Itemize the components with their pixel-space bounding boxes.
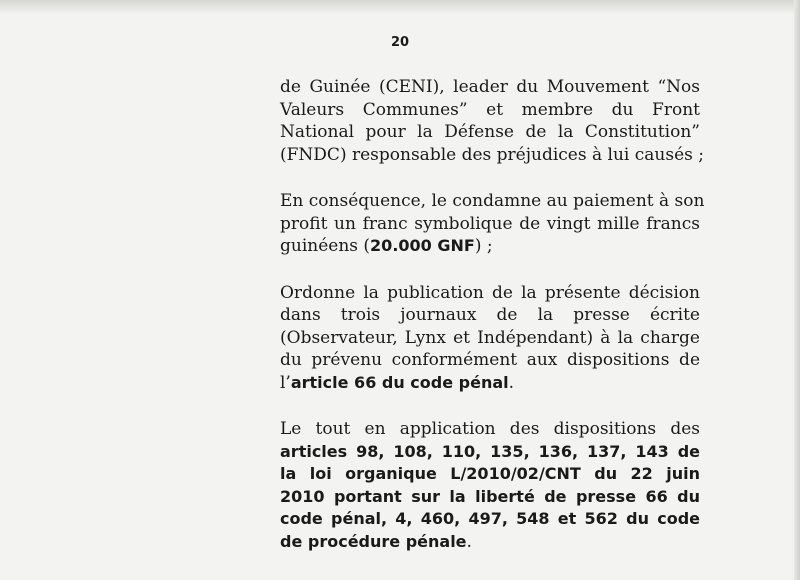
amount-bold: 20.000 GNF — [370, 236, 475, 255]
text-line-bold: code pénal, 4, 460, 497, 548 et 562 du code — [280, 509, 700, 528]
article-reference-bold: article 66 du code pénal — [290, 372, 509, 392]
text-line: National pour la Défense de la Constitution” — [280, 122, 700, 142]
paragraph-ceni — [280, 76, 704, 166]
paragraph-publication — [280, 282, 700, 395]
text-line-bold: la loi organique L/2010/02/CNT du 22 juin — [280, 464, 700, 483]
scan-page-edge — [794, 0, 800, 580]
text-line: Ordonne la publication de la présente décision — [280, 282, 700, 303]
text-line — [280, 531, 700, 554]
text-line: (FNDC) responsable des préjudices à lui causés ; — [280, 144, 704, 165]
text-line: Valeurs Communes” et membre du Front — [280, 99, 700, 120]
text-line: de Guinée (CENI), leader du Mouvement “Nos — [280, 77, 700, 97]
scan-top-shadow — [0, 0, 800, 14]
text-line-bold: 2010 portant sur la liberté de presse 66 du — [280, 486, 700, 506]
text-segment: . — [466, 531, 472, 552]
text-segment: . — [508, 372, 515, 393]
text-line-bold: articles 98, 108, 110, 135, 136, 137, 143 de — [280, 441, 700, 461]
document-body — [280, 76, 705, 575]
text-line: dans trois journaux de la presse écrite — [280, 305, 700, 325]
text-line: profit un franc symbolique de vingt mille francs — [280, 213, 700, 234]
text-line: Le tout en application des dispositions des — [280, 419, 700, 439]
text-line — [280, 235, 700, 258]
page-number: 20 — [390, 35, 410, 50]
text-segment: l’ — [280, 372, 291, 393]
text-line: En conséquence, le condamne au paiement à son — [280, 191, 705, 211]
paragraph-condamne — [280, 190, 705, 258]
paragraph-application — [280, 418, 700, 553]
text-segment-bold: de procédure pénale — [280, 531, 467, 551]
text-segment: guinéens ( — [280, 236, 371, 256]
text-line: du prévenu conformément aux dispositions de — [280, 350, 700, 370]
text-line — [280, 372, 700, 395]
text-line: (Observateur, Lynx et Indépendant) à la charge — [280, 327, 700, 348]
text-segment: ) ; — [474, 236, 493, 256]
